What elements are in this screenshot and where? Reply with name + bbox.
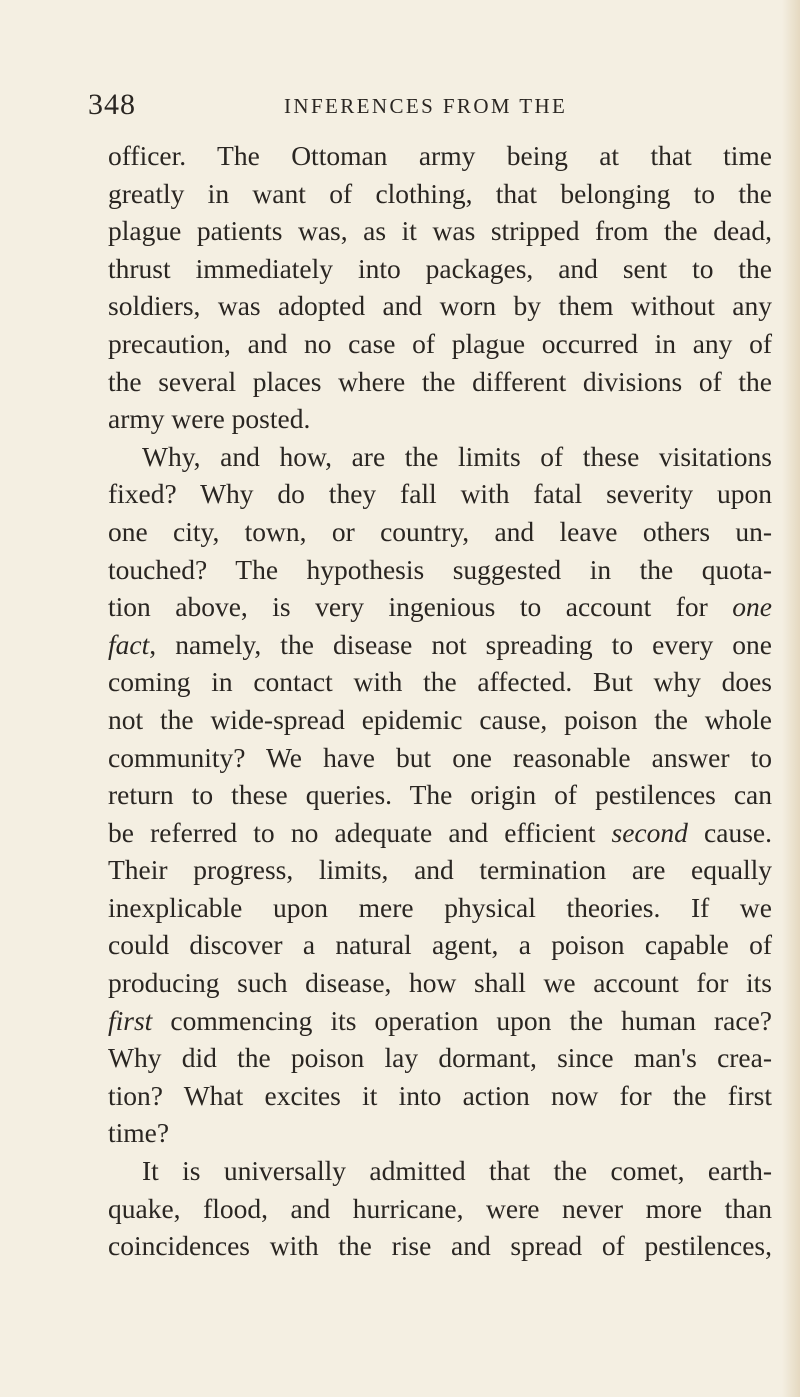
text-line: Their progress, limits, and termination are equally bbox=[108, 854, 772, 886]
text-line: time? bbox=[108, 1117, 170, 1149]
text-line: producing such disease, how shall we account for its bbox=[108, 967, 772, 999]
running-title: INFERENCES FROM THE bbox=[284, 94, 568, 118]
text-line: return to these queries. The origin of pestilences can bbox=[108, 779, 772, 811]
running-head bbox=[88, 85, 748, 125]
text-line: Why did the poison lay dormant, since man's crea- bbox=[108, 1042, 772, 1074]
text-line: officer. The Ottoman army being at that time bbox=[108, 140, 772, 171]
page-edge-shadow bbox=[782, 0, 800, 1397]
text-line: be referred to no adequate and efficient second cause. bbox=[108, 816, 772, 848]
text-line: tion? What excites it into action now for the first bbox=[108, 1079, 772, 1111]
text-line: Why, and how, are the limits of these visitations bbox=[142, 440, 772, 472]
body-text bbox=[108, 137, 772, 1265]
italic-word: second bbox=[611, 816, 688, 848]
text-line: thrust immediately into packages, and sent to the bbox=[108, 252, 772, 284]
text-line: one city, town, or country, and leave others un- bbox=[108, 515, 772, 547]
text-line: greatly in want of clothing, that belonging to the bbox=[108, 177, 772, 209]
text-line: community? We have but one reasonable answer to bbox=[108, 741, 772, 773]
text-line: soldiers, was adopted and worn by them without any bbox=[108, 290, 772, 322]
text-line: It is universally admitted that the comet, earth- bbox=[142, 1155, 772, 1187]
text-line: quake, flood, and hurricane, were never more than bbox=[108, 1192, 772, 1224]
text-line: fact, namely, the disease not spreading to every one bbox=[108, 628, 772, 660]
text-line: could discover a natural agent, a poison capable of bbox=[108, 929, 772, 961]
italic-word: one bbox=[732, 591, 772, 623]
text-line: plague patients was, as it was stripped from the dead, bbox=[108, 215, 772, 247]
text-line: coming in contact with the affected. But why does bbox=[108, 666, 772, 698]
italic-word: fact bbox=[108, 628, 150, 660]
text-line: the several places where the different divisions of the bbox=[108, 365, 772, 397]
text-line: tion above, is very ingenious to account for one bbox=[108, 591, 772, 623]
text-line: coincidences with the rise and spread of pestilences, bbox=[108, 1230, 772, 1262]
italic-word: first bbox=[108, 1004, 153, 1036]
text-line: fixed? Why do they fall with fatal severity upon bbox=[108, 478, 772, 510]
text-line: first commencing its operation upon the human race? bbox=[108, 1004, 772, 1036]
text-line: army were posted. bbox=[108, 403, 311, 435]
text-line: precaution, and no case of plague occurred in any of bbox=[108, 327, 772, 359]
text-line: inexplicable upon mere physical theories. If we bbox=[108, 891, 772, 923]
page-number: 348 bbox=[88, 88, 136, 121]
text-line: not the wide-spread epidemic cause, poison the whole bbox=[108, 703, 772, 735]
text-line: touched? The hypothesis suggested in the quota- bbox=[108, 553, 772, 585]
